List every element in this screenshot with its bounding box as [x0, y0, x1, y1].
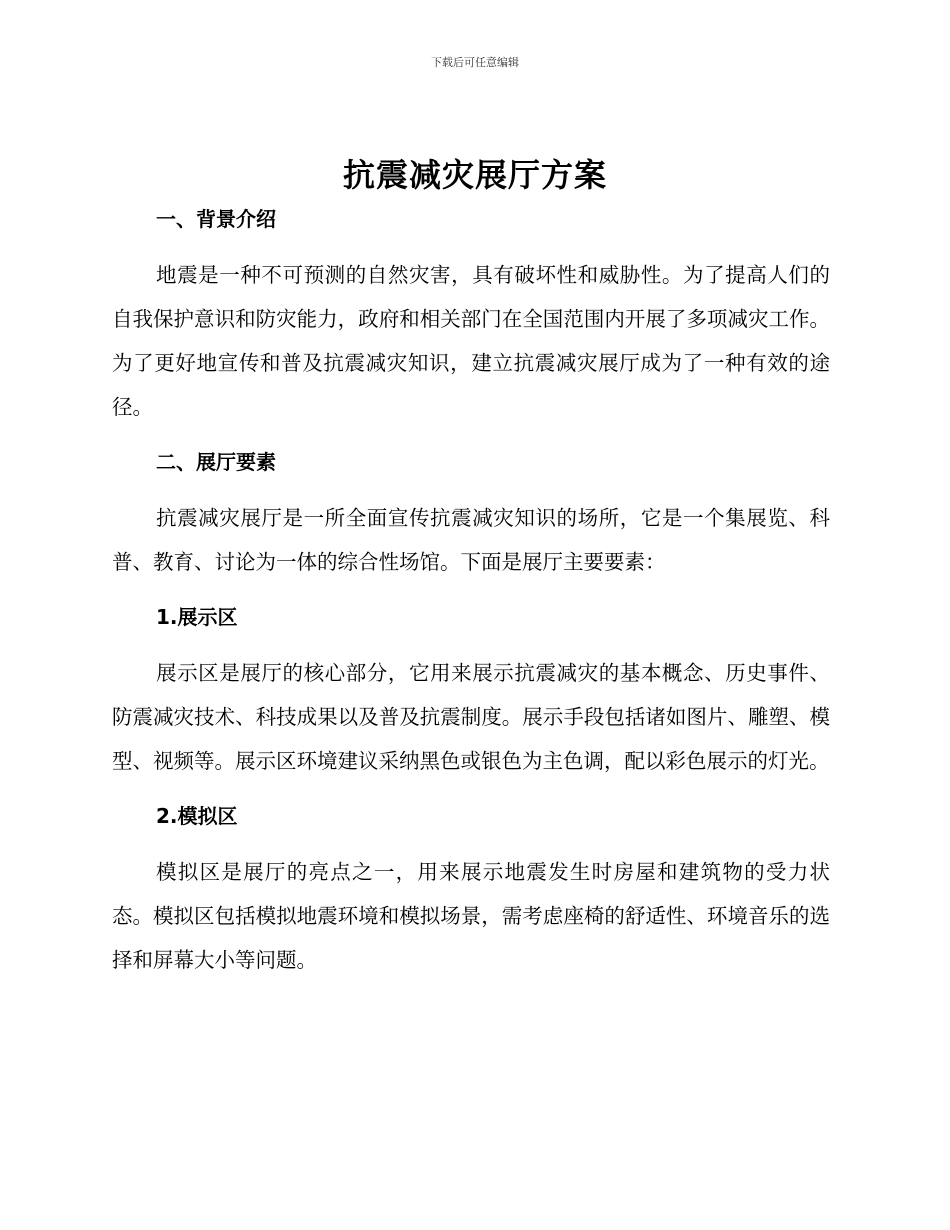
section-paragraph-background: 地震是一种不可预测的自然灾害，具有破坏性和威胁性。为了提高人们的自我保护意识和防灾能力，政府和相关部门在全国范围内开展了多项减灾工作。为了更好地宣传和普及抗震减灾知识，建立抗震减灾展厅成为了一种有效的途径。 [112, 263, 830, 419]
section-heading-display-area: 1.展示区 [156, 605, 238, 629]
section-heading-elements: 二、展厅要素 [156, 450, 276, 474]
section-heading-simulation-area: 2.模拟区 [156, 804, 238, 828]
document-body [112, 200, 830, 982]
header-note: 下载后可任意编辑 [431, 56, 519, 69]
section-paragraph-elements: 抗震减灾展厅是一所全面宣传抗震减灾知识的场所，它是一个集展览、科普、教育、讨论为一体的综合性场馆。下面是展厅主要要素： [112, 506, 830, 574]
section-heading-background: 一、背景介绍 [156, 207, 276, 231]
section-paragraph-simulation-area: 模拟区是展厅的亮点之一，用来展示地震发生时房屋和建筑物的受力状态。模拟区包括模拟地震环境和模拟场景，需考虑座椅的舒适性、环境音乐的选择和屏幕大小等问题。 [112, 860, 830, 972]
document-title: 抗震减灾展厅方案 [342, 156, 607, 194]
section-paragraph-display-area: 展示区是展厅的核心部分，它用来展示抗震减灾的基本概念、历史事件、防震减灾技术、科技成果以及普及抗震制度。展示手段包括诸如图片、雕塑、模型、视频等。展示区环境建议采纳黑色或银色为主色调，配以彩色展示的灯光。 [112, 661, 830, 773]
